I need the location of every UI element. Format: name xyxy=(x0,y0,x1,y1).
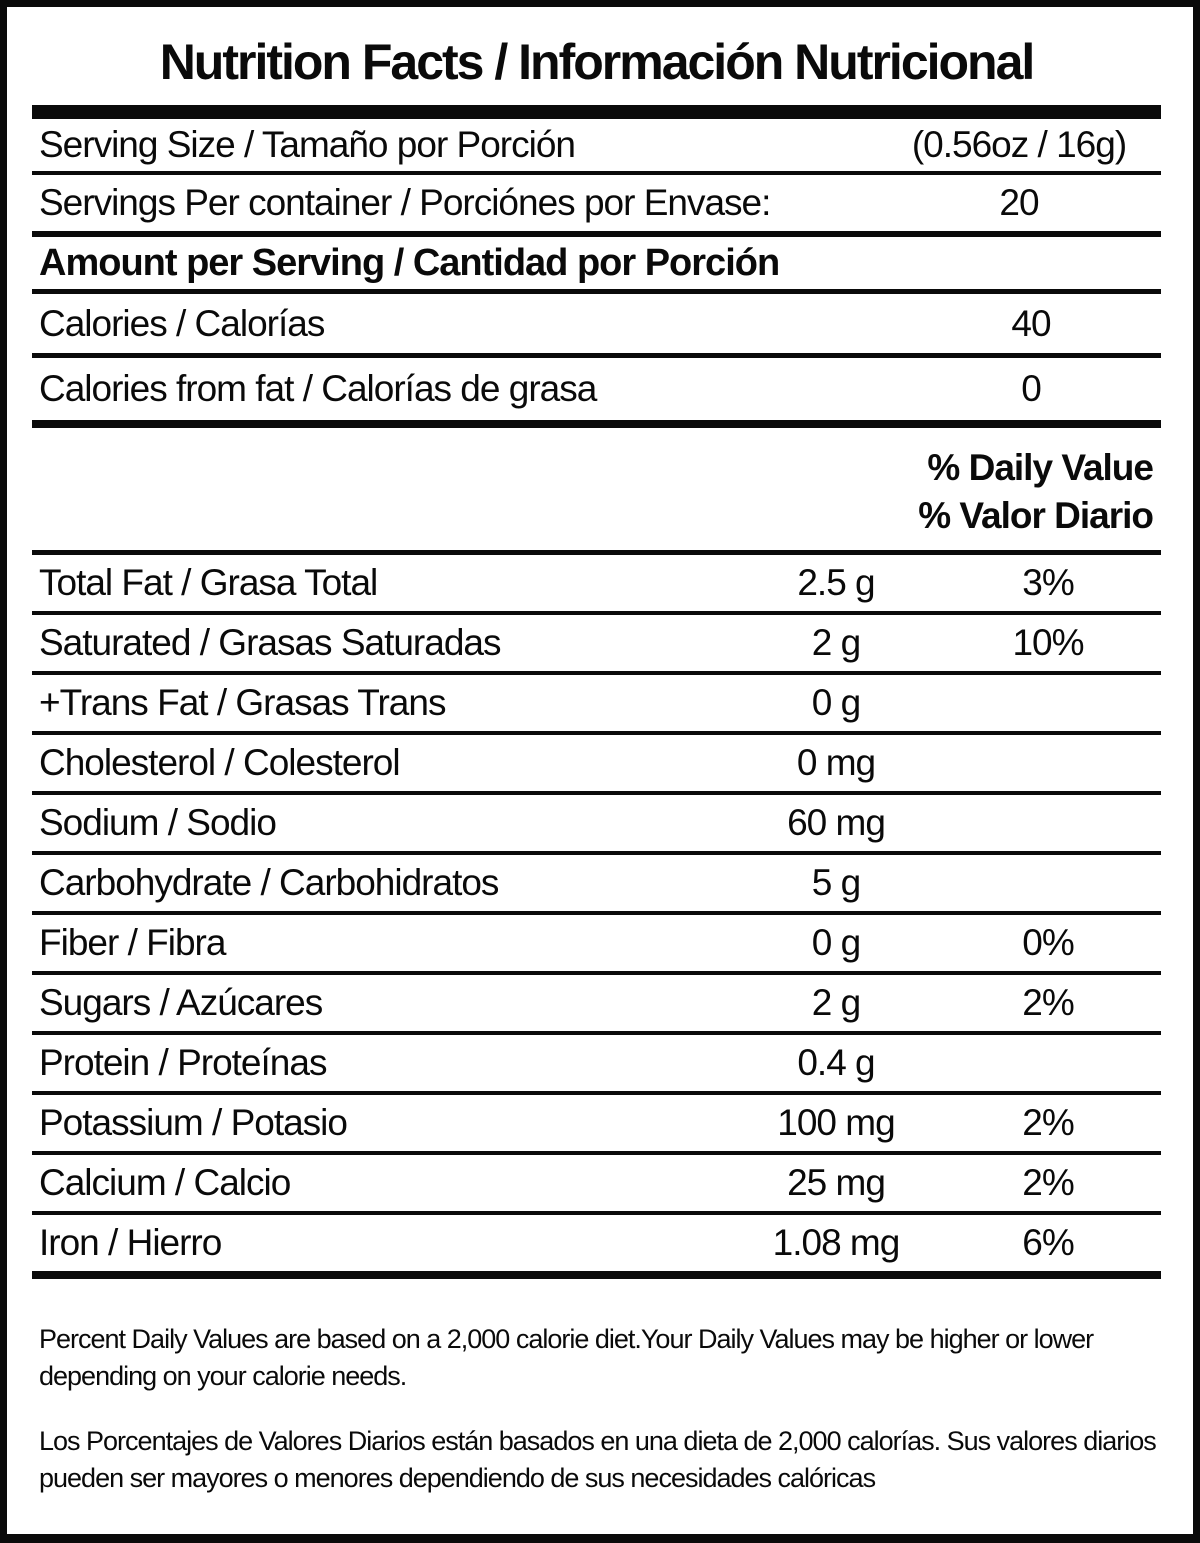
servings-per-container-label: Servings Per container / Porciónes por Envase: xyxy=(39,182,771,223)
nutrient-label: Calcium / Calcio xyxy=(39,1162,291,1203)
servings-per-container-value: 20 xyxy=(999,182,1039,223)
nutrient-row-trans-fat xyxy=(32,675,1161,735)
serving-size-row xyxy=(32,119,1161,175)
nutrient-label: Cholesterol / Colesterol xyxy=(39,742,400,783)
daily-value-header xyxy=(32,428,1161,555)
nutrient-row-potassium xyxy=(32,1095,1161,1155)
footnote-spanish: Los Porcentajes de Valores Diarios están basados en una dieta de 2,000 calorías. Sus valores diarios pueden ser mayores o menores dependiendo de sus necesidades calóricas xyxy=(39,1426,1156,1493)
nutrient-label: Protein / Proteínas xyxy=(39,1042,327,1083)
nutrient-amount: 0 g xyxy=(811,682,861,723)
nutrient-label: +Trans Fat / Grasas Trans xyxy=(39,682,446,723)
nutrient-daily-value: 3% xyxy=(1022,562,1074,603)
nutrient-row-sugars xyxy=(32,975,1161,1035)
nutrient-label: Sugars / Azúcares xyxy=(39,982,323,1023)
nutrient-daily-value: 2% xyxy=(1022,1102,1074,1143)
amount-per-serving-header xyxy=(32,237,1161,294)
nutrient-label: Iron / Hierro xyxy=(39,1222,222,1263)
serving-size-value: (0.56oz / 16g) xyxy=(911,124,1127,165)
calories-value: 40 xyxy=(1011,302,1051,344)
nutrient-amount: 5 g xyxy=(811,862,861,903)
label-content xyxy=(32,7,1161,1497)
title-divider-bar xyxy=(32,105,1161,119)
nutrient-amount: 2.5 g xyxy=(797,562,875,603)
nutrient-label: Total Fat / Grasa Total xyxy=(39,562,378,603)
nutrient-row-cholesterol xyxy=(32,735,1161,795)
calories-row xyxy=(32,294,1161,358)
nutrient-daily-value: 2% xyxy=(1022,982,1074,1023)
nutrient-row-saturated-fat xyxy=(32,615,1161,675)
label-title: Nutrition Facts / Información Nutricional xyxy=(159,34,1034,90)
nutrient-amount: 2 g xyxy=(811,982,861,1023)
nutrient-amount: 25 mg xyxy=(787,1162,885,1203)
nutrient-daily-value: 2% xyxy=(1022,1162,1074,1203)
nutrient-amount: 100 mg xyxy=(777,1102,895,1143)
calories-from-fat-label: Calories from fat / Calorías de grasa xyxy=(39,368,597,409)
nutrient-daily-value: 10% xyxy=(1012,622,1084,663)
nutrient-label: Potassium / Potasio xyxy=(39,1102,347,1143)
nutrient-amount: 60 mg xyxy=(787,802,885,843)
servings-per-container-row xyxy=(32,175,1161,237)
daily-value-header-es: % Valor Diario xyxy=(918,495,1153,536)
nutrient-row-sodium xyxy=(32,795,1161,855)
nutrient-row-calcium xyxy=(32,1155,1161,1215)
nutrient-label: Fiber / Fibra xyxy=(39,922,226,963)
nutrient-amount: 2 g xyxy=(811,622,861,663)
amount-per-serving-label: Amount per Serving / Cantidad por Porción xyxy=(39,241,780,284)
nutrient-label: Carbohydrate / Carbohidratos xyxy=(39,862,499,903)
nutrient-daily-value: 0% xyxy=(1022,922,1074,963)
footnote-english: Percent Daily Values are based on a 2,000 calorie diet.Your Daily Values may be higher or lower depending on your calorie needs. xyxy=(39,1324,1094,1391)
nutrient-daily-value: 6% xyxy=(1022,1222,1074,1263)
nutrient-row-iron xyxy=(32,1215,1161,1279)
nutrient-label: Saturated / Grasas Saturadas xyxy=(39,622,501,663)
serving-size-label: Serving Size / Tamaño por Porción xyxy=(39,124,576,165)
nutrient-amount: 0.4 g xyxy=(797,1042,875,1083)
nutrient-row-protein xyxy=(32,1035,1161,1095)
nutrient-row-total-fat xyxy=(32,555,1161,615)
nutrient-amount: 0 mg xyxy=(796,742,876,783)
nutrient-amount: 0 g xyxy=(811,922,861,963)
nutrient-row-carbohydrate xyxy=(32,855,1161,915)
nutrient-label: Sodium / Sodio xyxy=(39,802,276,843)
calories-label: Calories / Calorías xyxy=(39,302,325,344)
calories-from-fat-value: 0 xyxy=(1021,368,1041,409)
calories-from-fat-row xyxy=(32,358,1161,428)
nutrient-row-fiber xyxy=(32,915,1161,975)
daily-value-header-en: % Daily Value xyxy=(927,447,1153,488)
nutrient-amount: 1.08 mg xyxy=(772,1222,900,1263)
